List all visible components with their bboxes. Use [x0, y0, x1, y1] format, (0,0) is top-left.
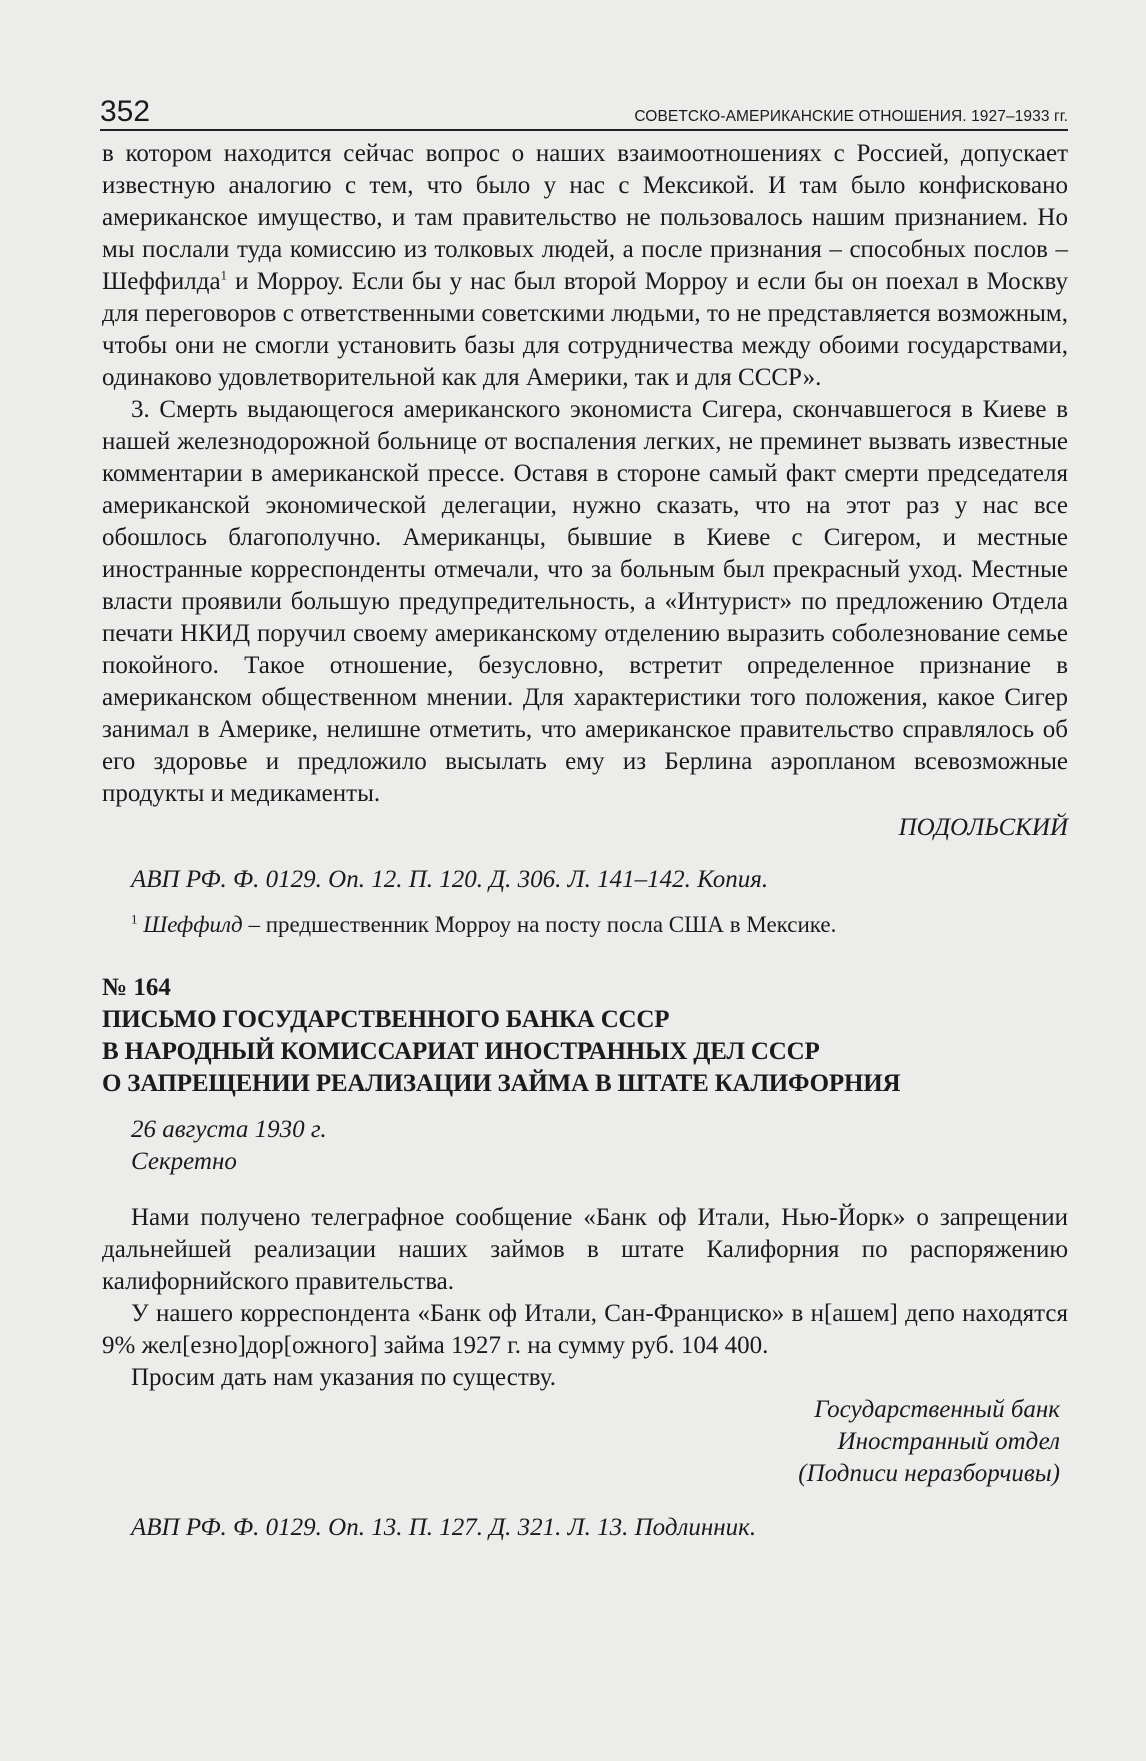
footnote-text: – предшественник Морроу на посту посла США в Мексике. [242, 912, 837, 937]
page-header [100, 97, 1068, 131]
footnote-mark: 1 [131, 911, 138, 927]
letter-paragraph-2: У нашего корреспондента «Банк оф Итали, Сан-Франциско» в н[ашем] депо находятся 9% жел[езно]дор[ожного] займа 1927 г. на сумму руб. 104 400. [102, 1300, 1068, 1359]
footnote-name: Шеффилд [137, 912, 243, 937]
paragraph-seeger: 3. Смерть выдающегося американского экономиста Сигера, скончавшегося в Киеве в нашей железнодорожной больнице от воспаления легких, не преминет вызвать известные комментарии в американской прессе. Оставя в стороне самый факт смерти председателя американской экономической делегации, нужно сказать, что на этот раз у нас все обошлось благополучно. Американцы, бывшие в Киеве с Сигером, и местные иностранные корреспонденты отмечали, что за больным был прекрасный уход. Местные власти проявили большую предупредительность, а «Интурист» по предложению Отдела печати НКИД поручил своему американскому отделению выразить соболезнование семье покойного. Такое отношение, безусловно, встретит определенное признание в американском общественном мнении. Для характеристики того положения, какое Сигер занимал в Америке, нелишне отметить, что американское правительство справлялось об его здоровье и предложило высылать ему из Берлина аэропланом всевозможные продукты и медикаменты. [102, 396, 1068, 807]
paragraph-text: и Морроу. Если бы у нас был второй Морроу и если бы он поехал в Москву для переговоров с ответственными советскими людьми, то не представляется возможным, чтобы они не смогли установить базы для сотрудничества между обоими государствами, одинаково удовлетворительной как для Америки, так и для СССР». [102, 268, 1068, 391]
paragraph-text: в котором находится сейчас вопрос о наших взаимоотношениях с Россией, допускает известную аналогию с тем, что было у нас с Мексикой. И там было конфисковано американское имущество, и там правительство не пользовалось нашим признанием. Но мы послали туда комиссию из толковых людей, а после признания – способных послов – Шеффилда [102, 140, 1068, 295]
page-number: 352 [100, 95, 151, 128]
paragraph-continuation [102, 138, 1068, 394]
letter-paragraph-1: Нами получено телеграфное сообщение «Банк оф Итали, Нью-Йорк» о запрещении дальнейшей реализации наших займов в штате Калифорния по распоряжению калифорнийского правительства. [102, 1204, 1068, 1295]
letter-signature: Государственный банк Иностранный отдел (Подписи неразборчивы) [798, 1396, 1060, 1487]
document-date: 26 августа 1930 г. [131, 1116, 327, 1143]
signature-podolsky: ПОДОЛЬСКИЙ [898, 814, 1068, 841]
footnote [102, 910, 1068, 940]
document-number: № 164 [102, 974, 171, 1001]
running-title: СОВЕТСКО-АМЕРИКАНСКИЕ ОТНОШЕНИЯ. 1927–1933 гг. [634, 108, 1068, 125]
document-classification: Секретно [131, 1148, 237, 1175]
footnote-ref: 1 [220, 267, 228, 283]
archive-reference-2: АВП РФ. Ф. 0129. Оп. 13. П. 127. Д. 321. Л. 13. Подлинник. [131, 1514, 757, 1541]
letter-paragraph-3: Просим дать нам указания по существу. [131, 1364, 556, 1391]
archive-reference: АВП РФ. Ф. 0129. Оп. 12. П. 120. Д. 306. Л. 141–142. Копия. [131, 866, 769, 893]
document-title: ПИСЬМО ГОСУДАРСТВЕННОГО БАНКА СССР В НАРОДНЫЙ КОМИССАРИАТ ИНОСТРАННЫХ ДЕЛ СССР О ЗАПРЕЩЕНИИ РЕАЛИЗАЦИИ ЗАЙМА В ШТАТЕ КАЛИФОРНИЯ [102, 1006, 901, 1097]
page-body [102, 138, 1068, 1544]
